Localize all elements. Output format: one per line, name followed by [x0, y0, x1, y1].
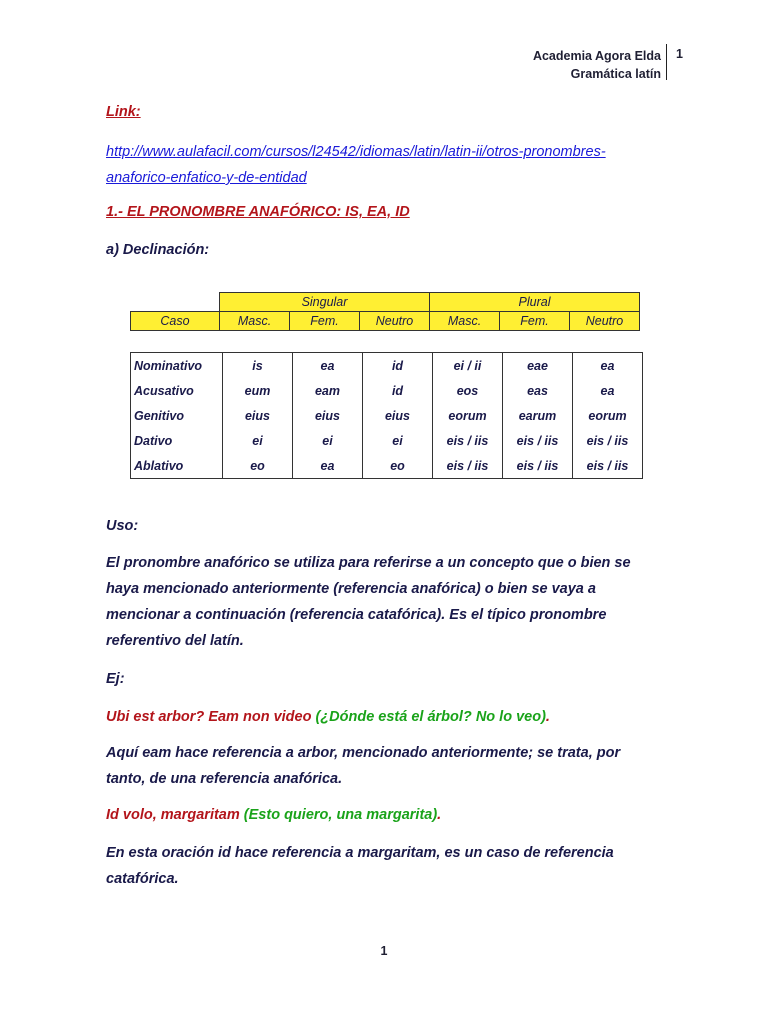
form-cell: ei: [223, 428, 293, 453]
case-name-cell: Genitivo: [134, 408, 185, 423]
example-2-note: En esta oración id hace referencia a margaritam, es un caso de referencia catafórica.: [106, 845, 614, 887]
form-cell: is: [223, 353, 293, 379]
case-name-cell: Acusativo: [134, 383, 194, 398]
source-link[interactable]: http://www.aulafacil.com/cursos/l24542/idiomas/latin/latin-ii/otros-pronombres-anaforico-enfatico-y-de-entidad: [106, 144, 606, 186]
form-cell: ea: [573, 378, 643, 403]
table-row: [131, 353, 643, 379]
example-2-end: .: [437, 807, 442, 823]
col-header: Fem.: [290, 312, 360, 331]
col-header: Neutro: [570, 312, 640, 331]
case-name-cell: Ablativo: [134, 458, 184, 473]
form-cell: eis / iis: [573, 453, 643, 479]
uso-paragraph: El pronombre anafórico se utiliza para referirse a un concepto que o bien se haya mencionado anteriormente (referencia anafórica) o bien se vaya a mencionar a continuación (referencia catafórica). Es el típico pronombre referentivo del latín.: [106, 555, 631, 649]
form-cell: eos: [433, 378, 503, 403]
form-cell: eis / iis: [433, 453, 503, 479]
form-cell: eius: [223, 403, 293, 428]
col-header: Neutro: [360, 312, 430, 331]
form-cell: eae: [503, 353, 573, 379]
example-1-latin: Ubi est arbor? Eam non video: [106, 709, 312, 725]
link-label: Link:: [106, 104, 141, 120]
example-2-latin: Id volo, margaritam: [106, 807, 240, 823]
example-1-translation: (¿Dónde está el árbol? No lo veo): [315, 709, 546, 725]
form-cell: eo: [223, 453, 293, 479]
form-cell: eorum: [573, 403, 643, 428]
example-2: [106, 802, 646, 828]
form-cell: eis / iis: [433, 428, 503, 453]
subsection-heading: a) Declinación:: [106, 242, 210, 258]
form-cell: eas: [503, 378, 573, 403]
form-cell: ea: [293, 453, 363, 479]
declension-header-table: [130, 292, 640, 331]
table-row: [131, 453, 643, 479]
example-2-translation: (Esto quiero, una margarita): [243, 807, 438, 823]
form-cell: id: [363, 378, 433, 403]
form-cell: eius: [293, 403, 363, 428]
table-row: [131, 378, 643, 403]
form-cell: ea: [573, 353, 643, 379]
form-cell: eam: [293, 378, 363, 403]
section-heading: 1.- EL PRONOMBRE ANAFÓRICO: IS, EA, ID: [106, 204, 410, 220]
col-header: Masc.: [220, 312, 290, 331]
header-subject: Gramática latín: [570, 67, 661, 81]
form-cell: earum: [503, 403, 573, 428]
example-1-end: .: [545, 709, 550, 725]
uso-label: Uso:: [106, 518, 139, 534]
table-row: [131, 403, 643, 428]
form-cell: ei / ii: [433, 353, 503, 379]
form-cell: id: [363, 353, 433, 379]
group-singular: Singular: [220, 293, 430, 312]
col-header: Fem.: [500, 312, 570, 331]
form-cell: eorum: [433, 403, 503, 428]
example-label: Ej:: [106, 671, 125, 687]
form-cell: eo: [363, 453, 433, 479]
form-cell: ei: [363, 428, 433, 453]
header-divider: [666, 44, 667, 80]
form-cell: eis / iis: [503, 453, 573, 479]
case-name-cell: Nominativo: [134, 358, 203, 373]
example-1-note: Aquí eam hace referencia a arbor, mencionado anteriormente; se trata, por tanto, de una referencia anafórica.: [106, 745, 621, 787]
group-plural: Plural: [430, 293, 640, 312]
footer-page-number: 1: [380, 944, 388, 958]
case-name-cell: Dativo: [134, 433, 173, 448]
example-1: [106, 704, 646, 730]
form-cell: ea: [293, 353, 363, 379]
col-header: Masc.: [430, 312, 500, 331]
form-cell: eius: [363, 403, 433, 428]
col-header: Caso: [131, 312, 220, 331]
header-school: Academia Agora Elda: [532, 49, 661, 63]
running-header: [533, 47, 661, 83]
form-cell: eis / iis: [573, 428, 643, 453]
table-row: [131, 428, 643, 453]
form-cell: ei: [293, 428, 363, 453]
declension-table: [130, 352, 643, 479]
header-page-number: 1: [676, 47, 683, 61]
form-cell: eis / iis: [503, 428, 573, 453]
form-cell: eum: [223, 378, 293, 403]
